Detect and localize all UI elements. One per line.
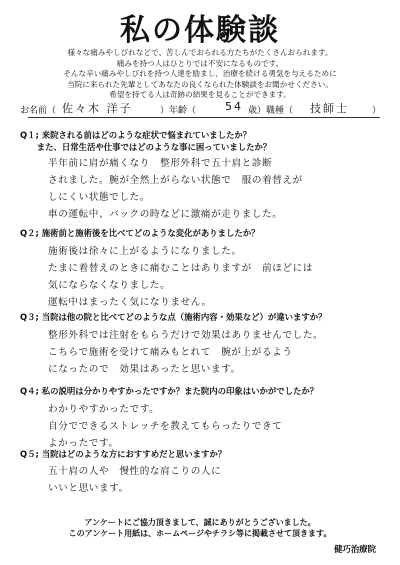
- answer-5: [48, 463, 388, 497]
- answer-line: 半年前に肩が痛くなり 整形外科で五十肩と診断: [48, 158, 273, 169]
- answer-line: 五十肩の人や 慢性的な肩こりの人に: [48, 466, 222, 477]
- answer-line: しにくい状態でした。: [48, 192, 150, 203]
- answer-line: こちらで施術を受けて痛みもとれて 腕が上がるよう: [48, 347, 293, 358]
- answer-2: [48, 243, 388, 311]
- question-line: Q４; 私の説明は分かりやすかったですか？また院内の印象はいかがでしたか？: [20, 386, 319, 396]
- job-value: 技師士: [310, 102, 349, 115]
- question-2: [20, 227, 380, 239]
- question-line: Q３; 当院は他の院と比べてどのような点（施術内容・効果など）が違いますか？: [20, 312, 327, 322]
- question-4: [20, 385, 380, 397]
- answer-line: 車の運転中、バックの時などに激痛が走りました。: [48, 209, 283, 220]
- closing-line: アンケートにご協力頂きまして、誠にありがとうございました。: [84, 518, 316, 527]
- answer-line: たまに着替えのときに痛むことはありますが 前ほどには: [48, 263, 314, 274]
- intro-line: 希望を持てる人は奇跡の結果を見ることができます。: [109, 90, 291, 100]
- question-5: [20, 448, 380, 460]
- answer-1: [48, 155, 388, 223]
- answer-line: わかりやすかったです。: [48, 404, 160, 415]
- info-underline: [28, 117, 380, 118]
- name-value: 佐々木 洋子: [62, 102, 133, 115]
- answer-line: いいと思います。: [48, 483, 129, 494]
- question-3: [20, 311, 380, 323]
- respondent-info: [20, 101, 382, 117]
- intro-text: [20, 48, 380, 101]
- answer-line: になったので 効果はあったと思います。: [48, 364, 241, 375]
- answer-4: [48, 401, 388, 452]
- closing-line: このアンケート用紙は、ホームページやチラシ等に掲載させて頂きます。: [68, 529, 332, 538]
- info-close: ）: [372, 106, 382, 116]
- age-suffix: 歳）職種（: [248, 106, 294, 116]
- clinic-name: 健巧治療院: [334, 544, 376, 554]
- answer-line: されました。腕が全然上がらない状態で 服の着替えが: [48, 175, 303, 186]
- question-line: Q２; 施術前と施術後を比べてどのような変化がありましたか？: [20, 228, 260, 238]
- closing-message: [0, 517, 400, 539]
- age-label: ）年齢（: [160, 106, 197, 116]
- intro-line: 様々な痛みやしびれなどで、苦しんでおられる方たちがたくさんおられます。: [67, 48, 333, 57]
- question-1: [20, 129, 380, 153]
- intro-line: そんな辛い痛みやしびれを持つ人達を励まし、治療を続ける勇気を与えるために: [63, 69, 337, 79]
- name-label: お名前（: [20, 106, 57, 116]
- age-value: 54: [225, 100, 243, 113]
- answer-line: 気にならなくなりました。: [48, 280, 171, 291]
- answer-line: よかったです。: [48, 438, 119, 449]
- answer-line: 整形外科では注射をもらうだけで効果はありませんでした。: [48, 330, 324, 341]
- page-title: 私の体験談: [120, 13, 280, 48]
- question-line: Q１; 来院される前はどのような症状で悩まれていましたか？: [20, 130, 252, 140]
- question-line: Q５; 当院はどのような方におすすめだと思いますか？: [20, 449, 227, 459]
- question-line: また、日常生活や仕事ではどのような事に困っていましたか？: [20, 142, 272, 152]
- answer-3: [48, 327, 388, 378]
- answer-line: 施術後は徐々に上がるようになりました。: [48, 246, 242, 257]
- answer-line: 自分でできるストレッチを教えてもらったりできて: [48, 421, 283, 432]
- answer-line: 運転中はまったく気になりません。: [48, 297, 212, 308]
- intro-line: 痛みを持つ人はひとりでは不安になるものです。: [116, 58, 284, 68]
- intro-line: 当院に来られた先輩としてあなたの良くなられた体験談をお聞かせください。: [67, 79, 333, 89]
